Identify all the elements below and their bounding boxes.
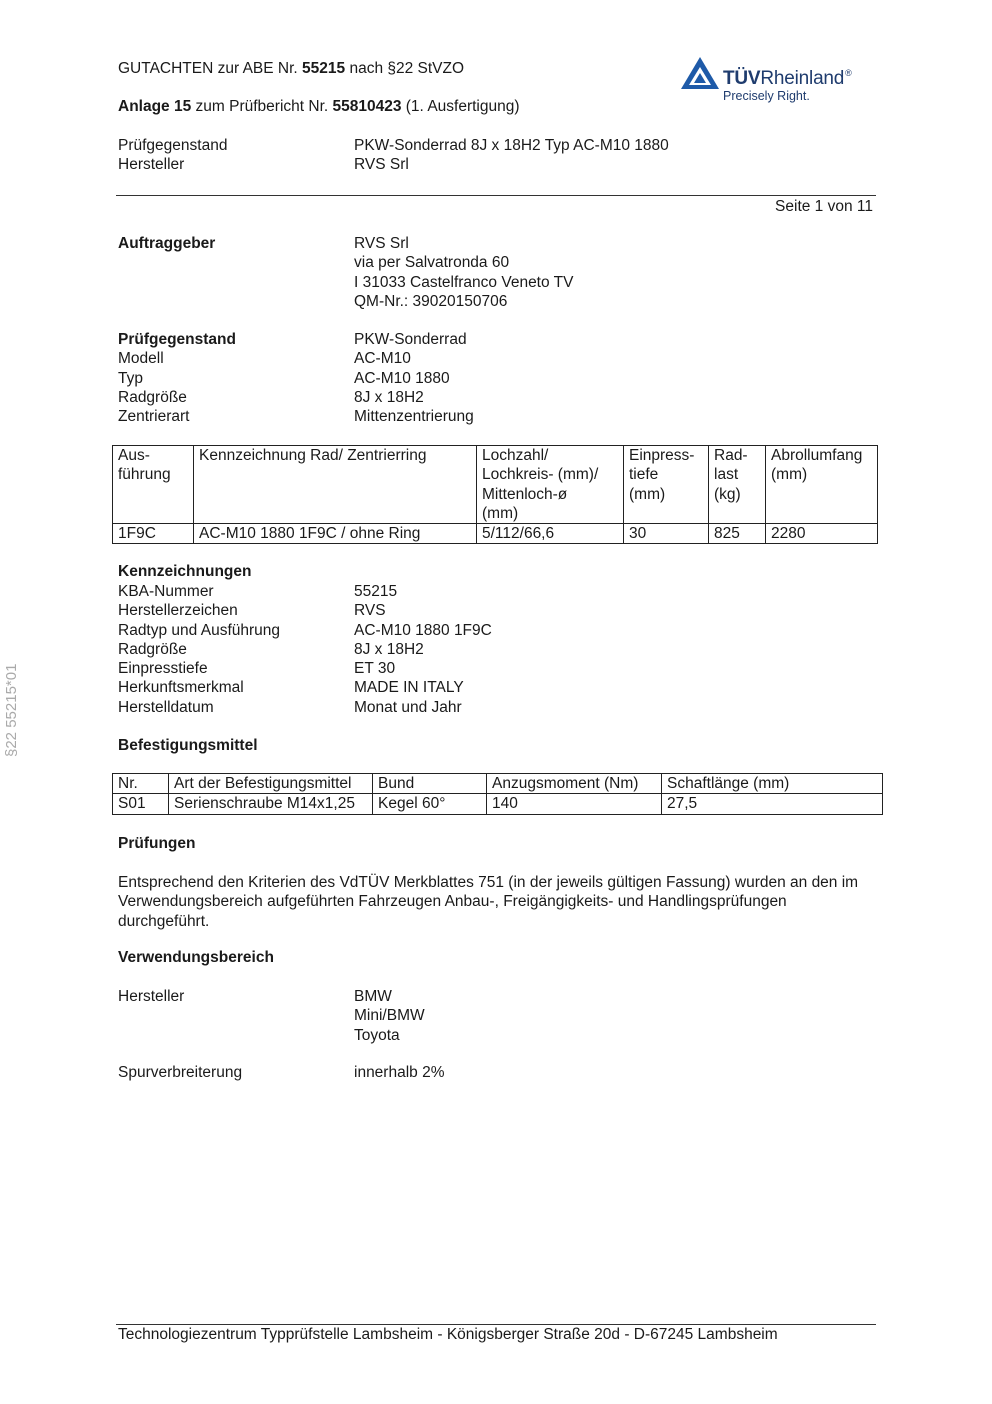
table-header-cell: Rad- last (kg) xyxy=(709,446,766,524)
client-line: I 31033 Castelfranco Veneto TV xyxy=(354,273,574,291)
usage-row xyxy=(118,1026,878,1045)
table-header-cell: Aus- führung xyxy=(113,446,194,524)
marking-value: RVS xyxy=(354,602,386,620)
marking-value: Monat und Jahr xyxy=(354,698,462,716)
test-object-row xyxy=(118,407,878,426)
test-object-row xyxy=(118,349,878,368)
subtitle-suffix: (1. Ausfertigung) xyxy=(401,98,520,115)
client-row xyxy=(118,292,878,311)
tests-paragraph: Entsprechend den Kriterien des VdTÜV Merkblattes 751 (in der jeweils gültigen Fassung) wurden an den im Verwendungsbereich aufgeführten Fahrzeugen Anbau-, Freigängigkeits- und Handlingsprüfungen durchgeführt. xyxy=(118,874,859,930)
usage-manufacturer: BMW xyxy=(354,988,392,1005)
logo-brand-tuv: TÜV xyxy=(723,68,761,89)
client-row xyxy=(118,234,878,253)
usage-row xyxy=(118,1006,878,1025)
report-title xyxy=(118,59,464,78)
marking-label: Herkunftsmerkmal xyxy=(118,679,244,697)
marking-label: Einpresstiefe xyxy=(118,660,208,678)
report-number: 55810423 xyxy=(332,98,402,115)
test-object-label: Modell xyxy=(118,350,164,368)
subject-row xyxy=(118,136,878,155)
marking-row xyxy=(118,640,878,659)
test-object-block xyxy=(118,330,878,426)
usage-row xyxy=(118,1063,878,1082)
marking-label: KBA-Nummer xyxy=(118,583,214,600)
footer-address: Technologiezentrum Typprüfstelle Lambsheim - Königsberger Straße 20d - D-67245 Lambsheim xyxy=(118,1326,778,1343)
subtitle-mid: zum Prüfbericht Nr. xyxy=(191,98,333,115)
test-object-row xyxy=(118,369,878,388)
test-object-value: AC-M10 1880 xyxy=(354,369,450,387)
table-header-cell: Einpress- tiefe (mm) xyxy=(624,446,709,524)
marking-row xyxy=(118,601,878,620)
table-header-cell: Abrollumfang (mm) xyxy=(766,446,878,524)
table-header-cell: Kennzeichnung Rad/ Zentrierring xyxy=(194,446,477,524)
usage-track-label: Spurverbreiterung xyxy=(118,1064,243,1081)
client-row xyxy=(118,273,878,292)
abe-number: 55215 xyxy=(302,60,346,77)
client-label: Auftraggeber xyxy=(118,235,216,252)
usage-manufacturers-block xyxy=(118,987,878,1045)
marking-row xyxy=(118,621,878,640)
marking-row xyxy=(118,659,878,678)
table-header-cell: Anzugsmoment (Nm) xyxy=(487,774,662,794)
tests-heading: Prüfungen xyxy=(118,835,196,852)
page-number: Seite 1 von 11 xyxy=(775,198,873,215)
logo-brand xyxy=(723,64,852,88)
table-header-cell: Lochzahl/ Lochkreis- (mm)/ Mittenloch-ø (mm) xyxy=(477,446,624,524)
report-subtitle xyxy=(118,97,520,116)
table-header-row xyxy=(113,774,883,794)
table-cell: Serienschraube M14x1,25 xyxy=(169,794,373,814)
client-row xyxy=(118,253,878,272)
client-line: QM-Nr.: 39020150706 xyxy=(354,292,508,310)
table-row xyxy=(113,794,883,814)
table-cell: 140 xyxy=(487,794,662,814)
table-header-cell: Art der Befestigungsmittel xyxy=(169,774,373,794)
usage-manufacturer: Mini/BMW xyxy=(354,1007,425,1025)
test-object-label: Typ xyxy=(118,369,143,387)
variant-table xyxy=(112,445,878,544)
test-object-value: Mittenzentrierung xyxy=(354,408,474,426)
usage-track-value: innerhalb 2% xyxy=(354,1064,445,1081)
table-cell: 30 xyxy=(624,524,709,544)
usage-manufacturer: Toyota xyxy=(354,1026,400,1044)
subject-value: PKW-Sonderrad 8J x 18H2 Typ AC-M10 1880 xyxy=(354,137,669,154)
table-cell: Kegel 60° xyxy=(373,794,487,814)
side-reference-mark xyxy=(2,585,21,757)
marking-row xyxy=(118,698,878,717)
marking-row xyxy=(118,582,878,601)
marking-value: AC-M10 1880 1F9C xyxy=(354,621,492,639)
test-object-value: 8J x 18H2 xyxy=(354,388,424,406)
marking-value: 55215 xyxy=(354,583,398,600)
subject-value: RVS Srl xyxy=(354,156,409,174)
client-block xyxy=(118,234,878,311)
marking-row xyxy=(118,678,878,697)
table-header-cell: Nr. xyxy=(113,774,169,794)
logo-tagline: Precisely Right. xyxy=(723,89,810,103)
usage-manufacturer-label: Hersteller xyxy=(118,988,185,1005)
annex-label: Anlage 15 xyxy=(118,98,192,115)
fasteners-heading: Befestigungsmittel xyxy=(118,737,258,754)
table-cell: 1F9C xyxy=(113,524,194,544)
test-object-row xyxy=(118,388,878,407)
test-object-heading: Prüfgegenstand xyxy=(118,331,236,348)
table-cell: 825 xyxy=(709,524,766,544)
table-row xyxy=(113,524,878,544)
test-object-row xyxy=(118,330,878,349)
tuv-triangle-icon xyxy=(680,56,720,90)
markings-block xyxy=(118,582,878,717)
table-cell: 27,5 xyxy=(662,794,883,814)
table-header-cell: Schaftlänge (mm) xyxy=(662,774,883,794)
logo-registered: ® xyxy=(845,68,852,78)
table-cell: S01 xyxy=(113,794,169,814)
marking-value: ET 30 xyxy=(354,660,396,678)
table-cell: AC-M10 1880 1F9C / ohne Ring xyxy=(194,524,477,544)
test-object-value: AC-M10 xyxy=(354,350,411,368)
subject-label: Prüfgegenstand xyxy=(118,137,228,154)
tuv-rheinland-logo xyxy=(680,56,870,104)
table-cell: 5/112/66,6 xyxy=(477,524,624,544)
subject-row xyxy=(118,155,878,174)
marking-label: Herstelldatum xyxy=(118,698,214,716)
usage-row xyxy=(118,987,878,1006)
table-cell: 2280 xyxy=(766,524,878,544)
marking-value: MADE IN ITALY xyxy=(354,679,464,697)
header-divider xyxy=(116,195,876,196)
title-suffix: nach §22 StVZO xyxy=(345,60,465,77)
subject-block xyxy=(118,136,878,175)
test-object-label: Radgröße xyxy=(118,388,187,406)
usage-heading: Verwendungsbereich xyxy=(118,949,274,966)
marking-value: 8J x 18H2 xyxy=(354,640,424,658)
test-object-label: Zentrierart xyxy=(118,408,190,426)
title-prefix: GUTACHTEN zur ABE Nr. xyxy=(118,60,303,77)
client-line: RVS Srl xyxy=(354,235,409,252)
fasteners-table xyxy=(112,773,883,815)
logo-brand-rheinland: Rheinland xyxy=(760,68,845,89)
side-reference-text: §22 55215*01 xyxy=(3,663,20,757)
subject-label: Hersteller xyxy=(118,156,185,174)
test-object-value: PKW-Sonderrad xyxy=(354,331,467,348)
table-header-row xyxy=(113,446,878,524)
marking-label: Radtyp und Ausführung xyxy=(118,621,281,639)
markings-heading: Kennzeichnungen xyxy=(118,563,252,580)
marking-label: Radgröße xyxy=(118,640,187,658)
usage-track-block xyxy=(118,1063,878,1082)
client-line: via per Salvatronda 60 xyxy=(354,254,510,272)
marking-label: Herstellerzeichen xyxy=(118,602,238,620)
table-header-cell: Bund xyxy=(373,774,487,794)
